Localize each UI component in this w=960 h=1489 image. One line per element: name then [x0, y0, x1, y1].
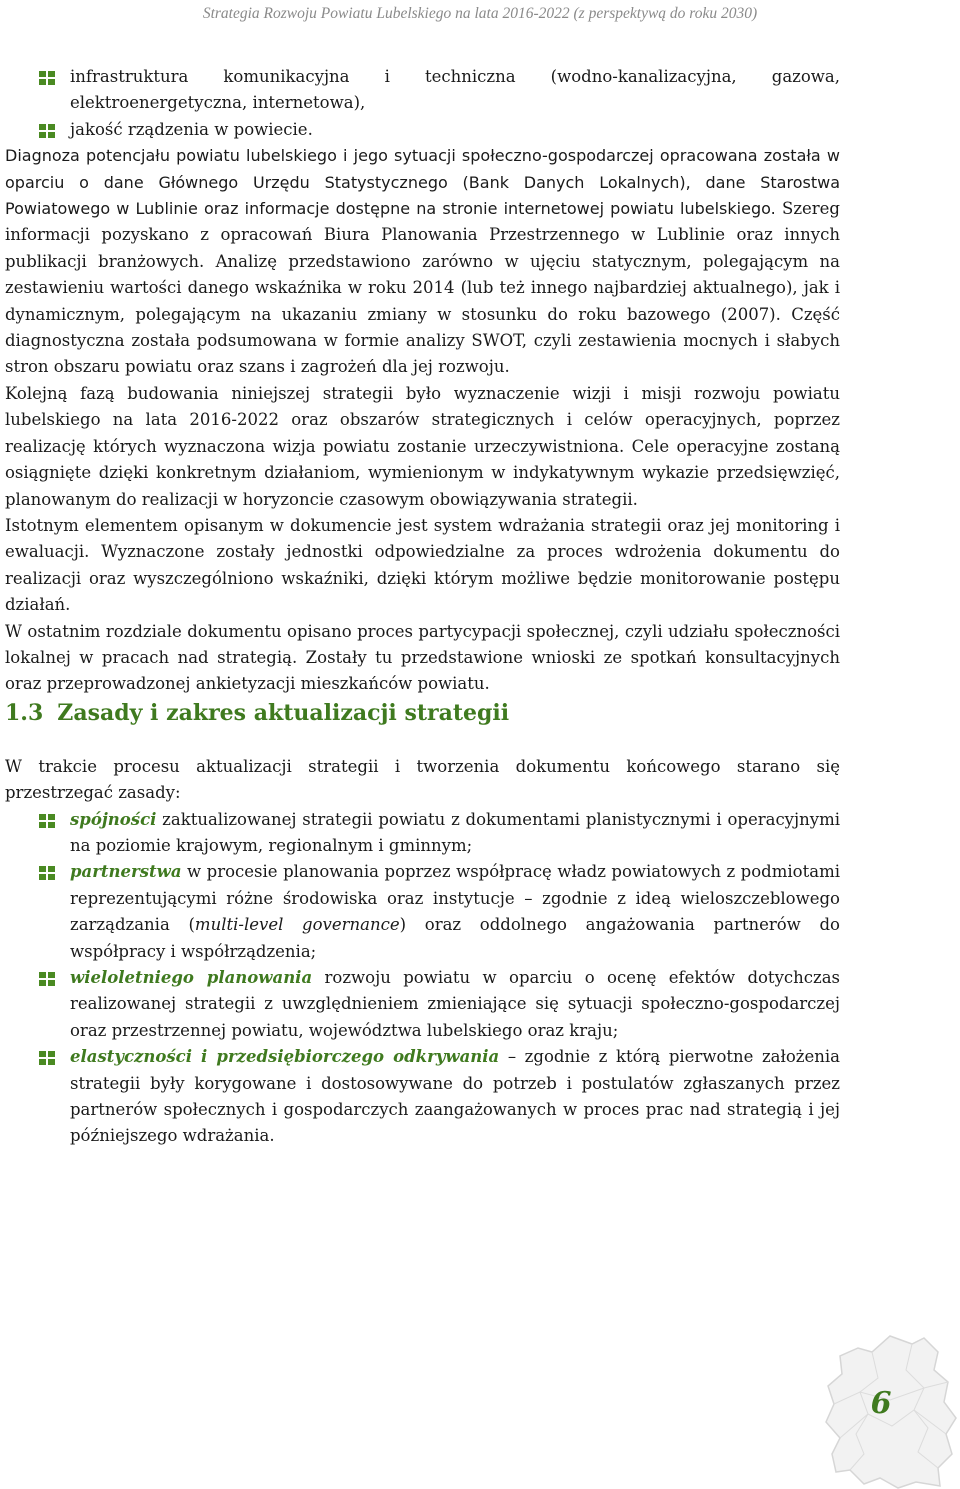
list-item-text: jakość rządzenia w powiecie.: [70, 119, 313, 139]
list-item-text: infrastruktura komunikacyjna i techniczna (wodno-kanalizacyjna, gazowa, elektroenergetyczna, internetowa),: [70, 67, 840, 113]
list-item: [5, 807, 840, 860]
principle-text: rozwoju powiatu w oparciu o ocenę efektów dotychczas realizowanej strategii z uwzględnieniem zmieniające się sytuacji społeczno-gospodarczej oraz przestrzennej powiatu, województwa lubelskiego oraz kraju;: [70, 968, 840, 1040]
paragraph-diagnoza-part-b: Szereg informacji pozyskano z opracowań Biura Planowania Przestrzennego w Lublinie oraz innych publikacji branżowych. Analizę przedstawiono zarówno w ujęciu statycznym, polegającym na zestawieniu wartości danego wskaźnika w roku 2014 (lub też innego najbardziej aktualnego), jak i dynamicznym, polegającym na ukazaniu zmiany w stosunku do roku bazowego (2007). Część diagnostyczna została podsumowana w formie analizy SWOT, czyli zestawienia mocnych i słabych stron obszaru powiatu oraz szans i zagrożeń dla jej rozwoju.: [5, 199, 840, 377]
list-item: [5, 965, 840, 1044]
green-square-grid-icon: [39, 1051, 55, 1065]
principles-list: [5, 807, 840, 1150]
principle-text: – zgodnie z którą pierwotne założenia strategii były korygowane i dostosowywane do potrzeb i postulatów zgłaszanych przez partnerów społecznych i gospodarczych zaangażowanych w proces prac nad strategią i jej późniejszego wdrażania.: [70, 1047, 840, 1146]
list-item: [5, 64, 840, 117]
principle-term: elastyczności i przedsiębiorczego odkrywania: [70, 1047, 500, 1067]
top-bullet-list: [5, 64, 840, 143]
green-square-grid-icon: [39, 71, 55, 85]
principle-term: wieloletniego planowania: [70, 968, 313, 987]
page-number: 6: [870, 1386, 892, 1421]
paragraph-ostatnim: W ostatnim rozdziale dokumentu opisano proces partycypacji społecznej, czyli udziału społeczności lokalnej w pracach nad strategią. Zostały tu przedstawione wnioski ze spotkań konsultacyjnych oraz przeprowadzonej ankietyzacji mieszkańców powiatu.: [5, 621, 840, 694]
paragraph-diagnoza: [5, 143, 840, 381]
principle-italic: multi-level governance: [194, 915, 400, 935]
green-square-grid-icon: [39, 972, 55, 986]
principle-text: zaktualizowanej strategii powiatu z dokumentami planistycznymi i operacyjnymi na poziomie krajowym, regionalnym i gminnym;: [70, 809, 840, 855]
green-square-grid-icon: [39, 814, 55, 828]
section-title: Zasady i zakres aktualizacji strategii: [57, 699, 510, 726]
paragraph-istotnym: Istotnym elementem opisanym w dokumencie jest system wdrażania strategii oraz jej monitoring i ewaluacji. Wyznaczone zostały jednostki odpowiedzialne za proces wdrożenia dokumentu do realizacji oraz wyszczególniono wskaźniki, dzięki którym możliwe będzie monitorowanie postępu działań.: [5, 515, 840, 615]
section-number: 1.3: [5, 699, 44, 726]
section-intro: W trakcie procesu aktualizacji strategii i tworzenia dokumentu końcowego starano się przestrzegać zasady:: [5, 756, 840, 803]
principle-text-after: ) oraz oddolnego angażowania partnerów do współpracy i współrządzenia;: [70, 915, 840, 961]
list-item: [5, 859, 840, 965]
principle-term: partnerstwa: [70, 862, 182, 882]
paragraph-kolejna: Kolejną fazą budowania niniejszej strategii było wyznaczenie wizji i misji rozwoju powiatu lubelskiego na lata 2016-2022 oraz obszarów strategicznych i celów operacyjnych, poprzez realizację których wyznaczona wizja powiatu zostanie urzeczywistniona. Cele operacyjne zostaną osiągnięte dzięki konkretnym działaniom, wymienionym w indykatywnym wykazie przedsięwzięć, planowanym do realizacji w horyzoncie czasowym obowiązywania strategii.: [5, 383, 840, 509]
running-header: Strategia Rozwoju Powiatu Lubelskiego na lata 2016-2022 (z perspektywą do roku 2030): [202, 5, 758, 22]
principle-text: w procesie planowania poprzez współpracę władz powiatowych z podmiotami reprezentującymi różne środowiska oraz instytucje – zgodnie z ideą wieloszczeblowego zarządzania (: [70, 862, 840, 935]
list-item: [5, 117, 840, 143]
green-square-grid-icon: [39, 866, 55, 880]
page-content: [5, 64, 840, 1150]
green-square-grid-icon: [39, 124, 55, 138]
list-item: [5, 1044, 840, 1150]
principle-term: spójności: [70, 809, 157, 829]
section-heading: [5, 698, 840, 728]
paragraph-diagnoza-part-a: Diagnoza potencjału powiatu lubelskiego i jego sytuacji społeczno-gospodarczej opracowana została w oparciu o dane Głównego Urzędu Statystycznego (Bank Danych Lokalnych), dane Starostwa Powiatowego w Lublinie oraz informacje dostępne na stronie internetowej powiatu lubelskiego.: [5, 146, 840, 219]
